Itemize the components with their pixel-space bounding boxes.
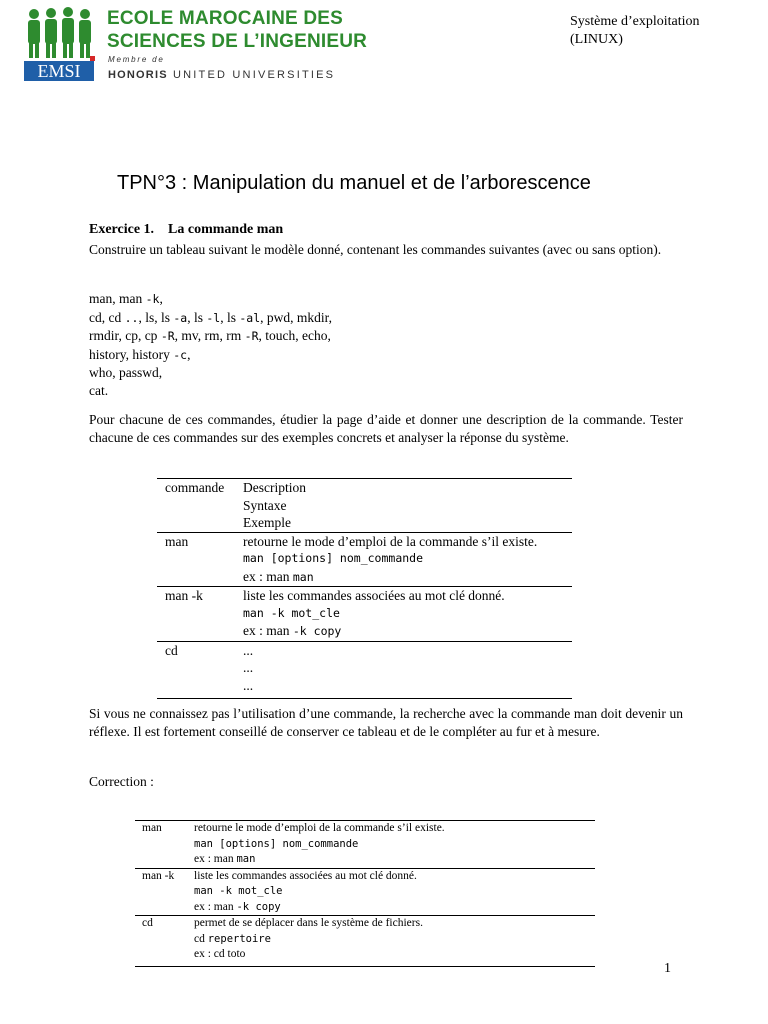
command-list-line: who, passwd, xyxy=(89,365,163,380)
school-name-line1: ECOLE MAROCAINE DES xyxy=(107,8,344,29)
page-title: TPN°3 : Manipulation du manuel et de l’arborescence xyxy=(117,172,591,194)
course-label: Système d’exploitation (LINUX) xyxy=(570,14,700,47)
correction-label: Correction : xyxy=(89,774,154,789)
command-list-line: cat. xyxy=(89,382,109,398)
table-row: man retourne le mode d’emploi de la commande s’il existe. man [options] nom_commande ex : man man xyxy=(157,532,572,587)
advice-paragraph: Si vous ne connaissez pas l’utilisation d’une commande, la recherche avec la commande man doit devenir un réflexe. Il est fortement conseillé de conserver ce tableau et de le compléter au fur et à mesure. xyxy=(89,706,683,739)
svg-text:EMSI: EMSI xyxy=(37,61,81,81)
table-row: man retourne le mode d’emploi de la commande s’il existe. man [options] nom_commande ex : man man xyxy=(135,821,595,869)
table-row: man -k liste les commandes associées au mot clé donné. man -k mot_cle ex : man -k copy xyxy=(135,868,595,916)
page-number: 1 xyxy=(664,961,671,976)
command-list-line: rmdir, cp, cp -R, mv, rm, rm -R, touch, echo, xyxy=(89,328,331,343)
exercise-intro: Construire un tableau suivant le modèle donné, contenant les commandes suivantes (avec ou sans option). xyxy=(89,242,662,257)
exercise-heading: Exercice 1. La commande man xyxy=(89,222,284,237)
table-header-row: commande Description Syntaxe Exemple xyxy=(157,479,572,533)
command-list xyxy=(89,290,683,399)
model-table xyxy=(157,478,572,699)
correction-table xyxy=(135,820,595,967)
emsi-logo-icon xyxy=(24,6,106,84)
table-row: cd permet de se déplacer dans le système de fichiers. cd repertoire ex : cd toto xyxy=(135,916,595,967)
command-list-line: cd, cd .., ls, ls -a, ls -l, ls -al, pwd, mkdir, xyxy=(89,309,332,325)
honoris-label: HONORIS UNITED UNIVERSITIES xyxy=(108,69,336,81)
command-list-line: man, man -k, xyxy=(89,291,163,306)
school-name-line2: SCIENCES DE L’INGENIEUR xyxy=(107,31,368,52)
instructions-paragraph: Pour chacune de ces commandes, étudier la page d’aide et donner une description de la commande. Tester chacune de ces commandes sur des exemples concrets et analyser la réponse du système. xyxy=(89,412,683,445)
command-list-line: history, history -c, xyxy=(89,346,191,362)
table-row: cd ... ... ... xyxy=(157,641,572,699)
member-of-label: Membre de xyxy=(108,55,165,64)
table-row: man -k liste les commandes associées au mot clé donné. man -k mot_cle ex : man -k copy xyxy=(157,587,572,642)
